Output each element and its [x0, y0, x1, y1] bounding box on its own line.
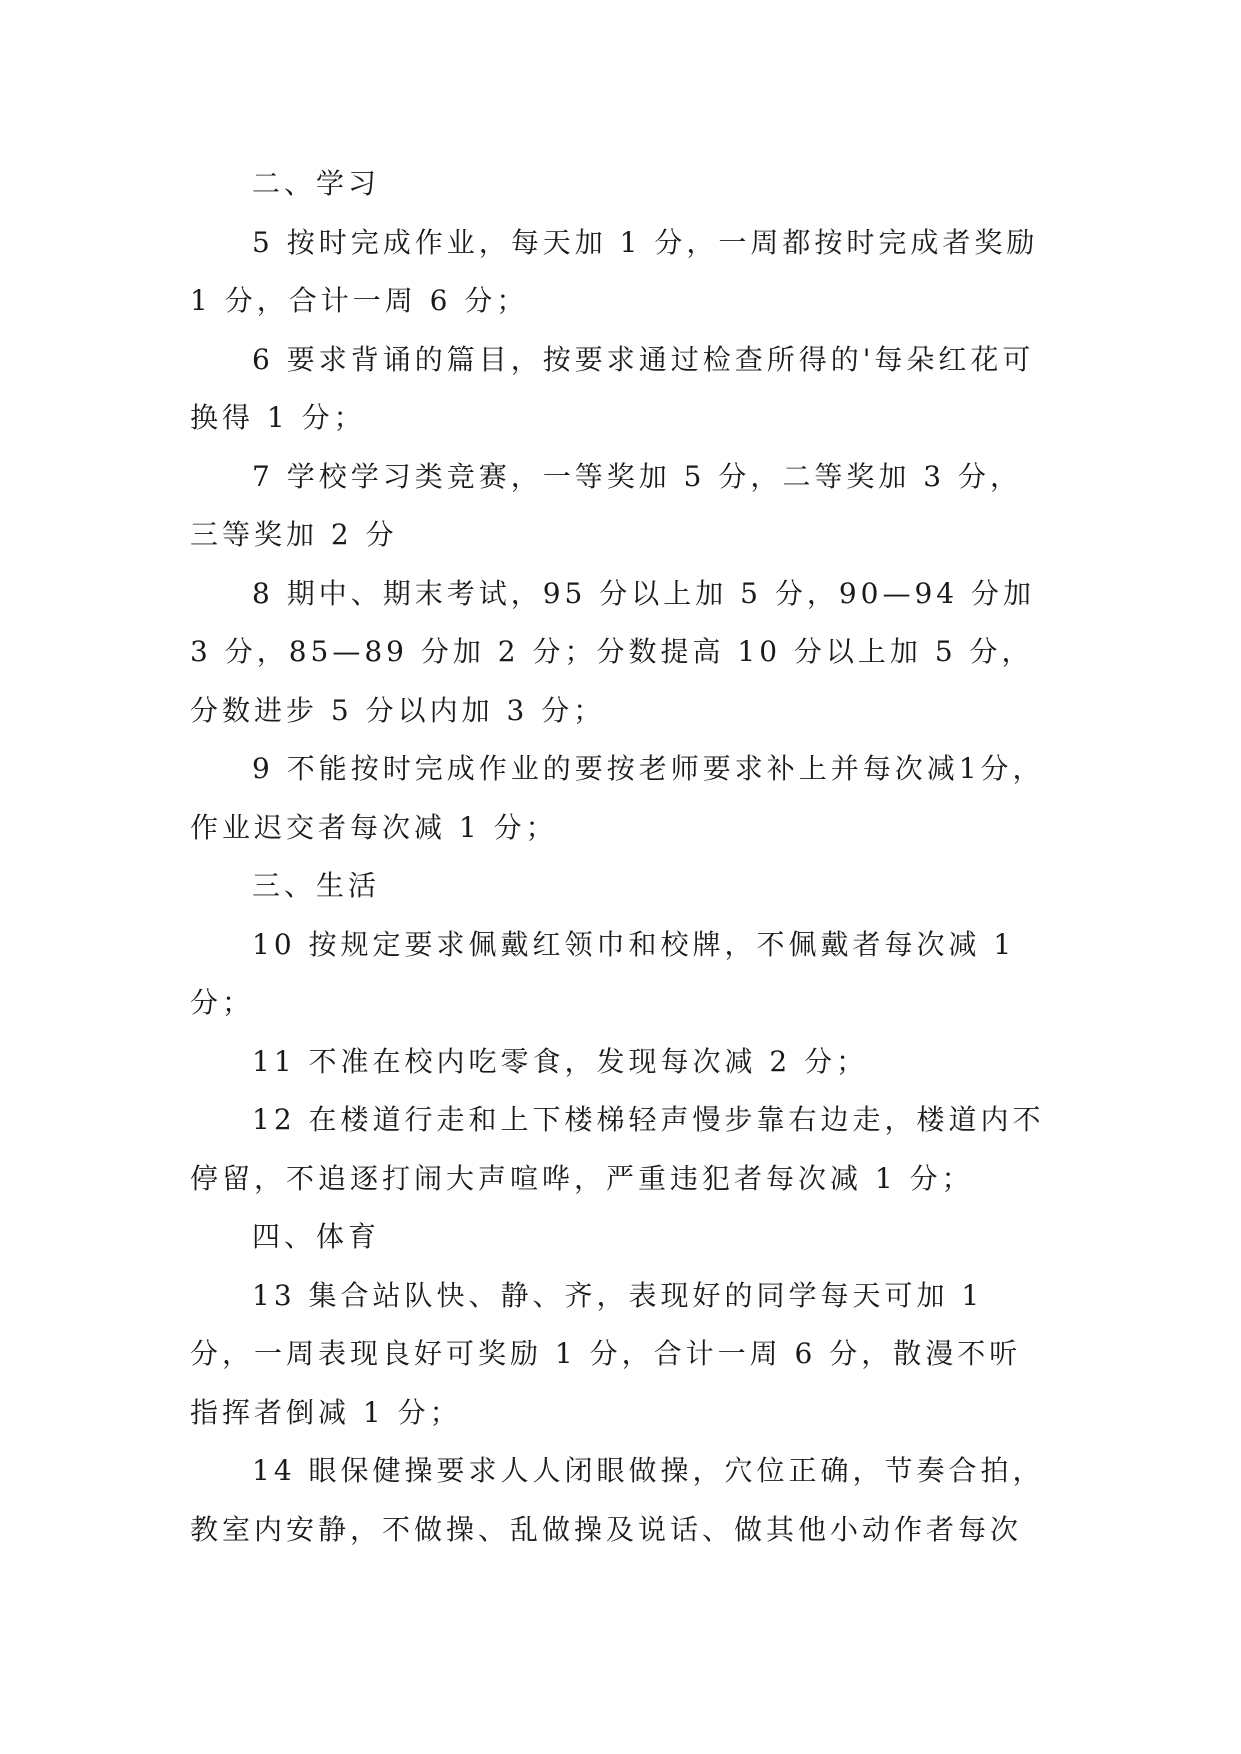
rule-item-13: 13 集合站队快、静、齐，表现好的同学每天可加 1 分，一周表现良好可奖励 1 分，合计一周 6 分，散漫不听指挥者倒减 1 分；: [190, 1278, 1022, 1429]
section-heading-study: 二、学习: [252, 167, 381, 200]
rule-item-12: 12 在楼道行走和上下楼梯轻声慢步靠右边走，楼道内不停留，不追逐打闹大声喧哗，严重违犯者每次减 1 分；: [190, 1103, 1045, 1195]
rule-item-6: 6 要求背诵的篇目，按要求通过检查所得的'每朵红花可换得 1 分；: [190, 342, 1035, 434]
rule-item-8: 8 期中、期末考试，95 分以上加 5 分，90—94 分加 3 分，85—89 分加 2 分；分数提高 10 分以上加 5 分，分数进步 5 分以内加 3 分；: [190, 576, 1036, 727]
rule-item-5: 5 按时完成作业，每天加 1 分，一周都按时完成者奖励 1 分，合计一周 6 分；: [190, 225, 1039, 317]
rule-item-14: 14 眼保健操要求人人闭眼做操，穴位正确，节奏合拍，教室内安静，不做操、乱做操及说话、做其他小动作者每次: [190, 1454, 1045, 1546]
section-heading-pe: 四、体育: [252, 1220, 381, 1253]
section-heading-life: 三、生活: [252, 869, 381, 902]
rule-item-10: 10 按规定要求佩戴红领巾和校牌，不佩戴者每次减 1 分；: [190, 927, 1016, 1019]
rule-item-11: 11 不准在校内吃零食，发现每次减 2 分；: [252, 1044, 869, 1078]
document-body: [190, 155, 1050, 1559]
rule-item-9: 9 不能按时完成作业的要按老师要求补上并每次减1分，作业迟交者每次减 1 分；: [190, 752, 1045, 844]
rule-item-7: 7 学校学习类竞赛，一等奖加 5 分，二等奖加 3 分，三等奖加 2 分: [190, 459, 1022, 551]
